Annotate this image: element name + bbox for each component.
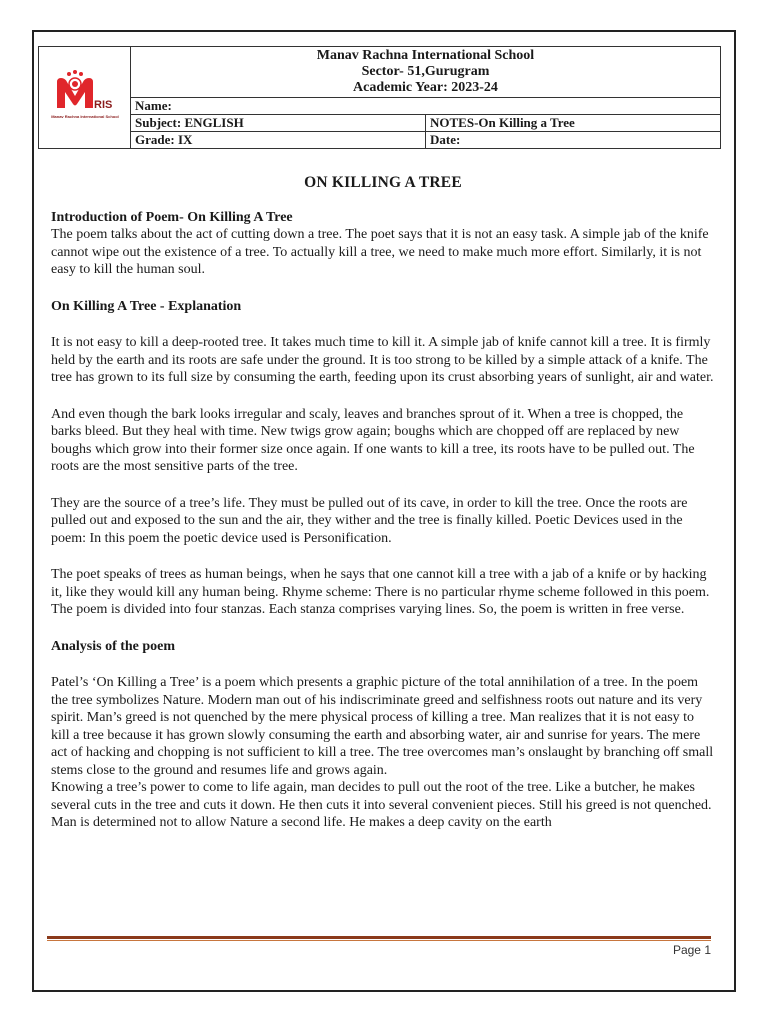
paragraph: The poet speaks of trees as human beings, when he says that one cannot kill a tree with a jab of a knife or by hacking it, like they would kill any human being. Rhyme scheme: There is no particular rhyme scheme followed in this poem. The poem is divided into four stanzas. Each stanza comprises varying lines. So, the poem is written in free verse. bbox=[51, 567, 710, 617]
paragraph: The poem talks about the act of cutting down a tree. The poet says that it is not an easy task. A simple jab of the knife cannot wipe out the existence of a tree. To actually kill a tree, we need to make much more effort. Similarly, it is not easy to kill the human soul. bbox=[51, 227, 709, 277]
school-info bbox=[131, 47, 721, 98]
document-title: ON KILLING A TREE bbox=[304, 174, 462, 191]
section-heading-explanation: On Killing A Tree - Explanation bbox=[51, 298, 242, 314]
paragraph: It is not easy to kill a deep-rooted tree. It takes much time to kill it. A simple jab of knife cannot kill a tree. It is firmly held by the earth and its roots are safe under the ground. It is too strong to be killed by a simple attack of a knife. The tree has grown to its full size by consuming the earth, feeding upon its crust absorbing years of sunlight, air and water. bbox=[51, 335, 714, 385]
header-table bbox=[38, 46, 721, 149]
section-heading-analysis: Analysis of the poem bbox=[51, 638, 176, 654]
notes-field: NOTES-On Killing a Tree bbox=[426, 115, 721, 132]
name-field: Name: bbox=[131, 98, 721, 115]
section-heading-introduction: Introduction of Poem- On Killing A Tree bbox=[51, 209, 293, 225]
footer-rule-accent bbox=[47, 940, 711, 941]
logo-cell bbox=[39, 47, 131, 149]
logo-caption: Manav Rachna International School bbox=[50, 113, 119, 119]
school-name: Manav Rachna International School bbox=[316, 48, 535, 63]
grade-field: Grade: IX bbox=[131, 132, 426, 149]
document-body bbox=[51, 174, 715, 832]
page-number: Page 1 bbox=[672, 943, 711, 957]
date-field: Date: bbox=[426, 132, 721, 149]
footer-rule bbox=[47, 936, 711, 939]
paragraph: Knowing a tree’s power to come to life again, man decides to pull out the root of the tree. Like a butcher, he makes several cuts in the tree and cuts it down. He then cuts it into several convenient pieces. Still his greed is not quenched. Man is determined not to allow Nature a second life. He makes a deep cavity on the earth bbox=[51, 780, 712, 830]
subject-field: Subject: ENGLISH bbox=[131, 115, 426, 132]
logo-text: RIS bbox=[93, 98, 112, 111]
paragraph: They are the source of a tree’s life. They must be pulled out of its cave, in order to kill the tree. Once the roots are pulled out and exposed to the sun and the air, they wither and the tree is finally killed. Poetic Devices used in the poem: In this poem the poetic device used is Personification. bbox=[51, 495, 688, 546]
paragraph: Patel’s ‘On Killing a Tree’ is a poem which presents a graphic picture of the total annihilation of a tree. In the poem the tree symbolizes Nature. Modern man out of his indiscriminate greed and selfishness roots out nature and its very spirit. Man’s greed is not quenched by the mere physical process of killing a tree. Man realizes that it is not easy to kill a tree because it has grown slowly consuming the earth and absorbing water, air and sunrise for years. The mere act of hacking and chopping is not sufficient to kill a tree. The tree overcomes man’s onslaught by branching off small stems close to the ground and resumes life and grows again. bbox=[51, 675, 714, 778]
school-logo-icon bbox=[45, 68, 125, 124]
paragraph: And even though the bark looks irregular and scaly, leaves and branches sprout of it. When a tree is chopped, the barks bleed. But they heal with time. New twigs grow again; boughs which are chopped off are replaced by new boughs which grow into their former size once again. If one wants to kill a tree, its roots have to be pulled out. The roots are the most sensitive parts of the tree. bbox=[51, 406, 695, 474]
academic-year: Academic Year: 2023-24 bbox=[353, 80, 498, 95]
school-sector: Sector- 51,Gurugram bbox=[361, 64, 490, 79]
